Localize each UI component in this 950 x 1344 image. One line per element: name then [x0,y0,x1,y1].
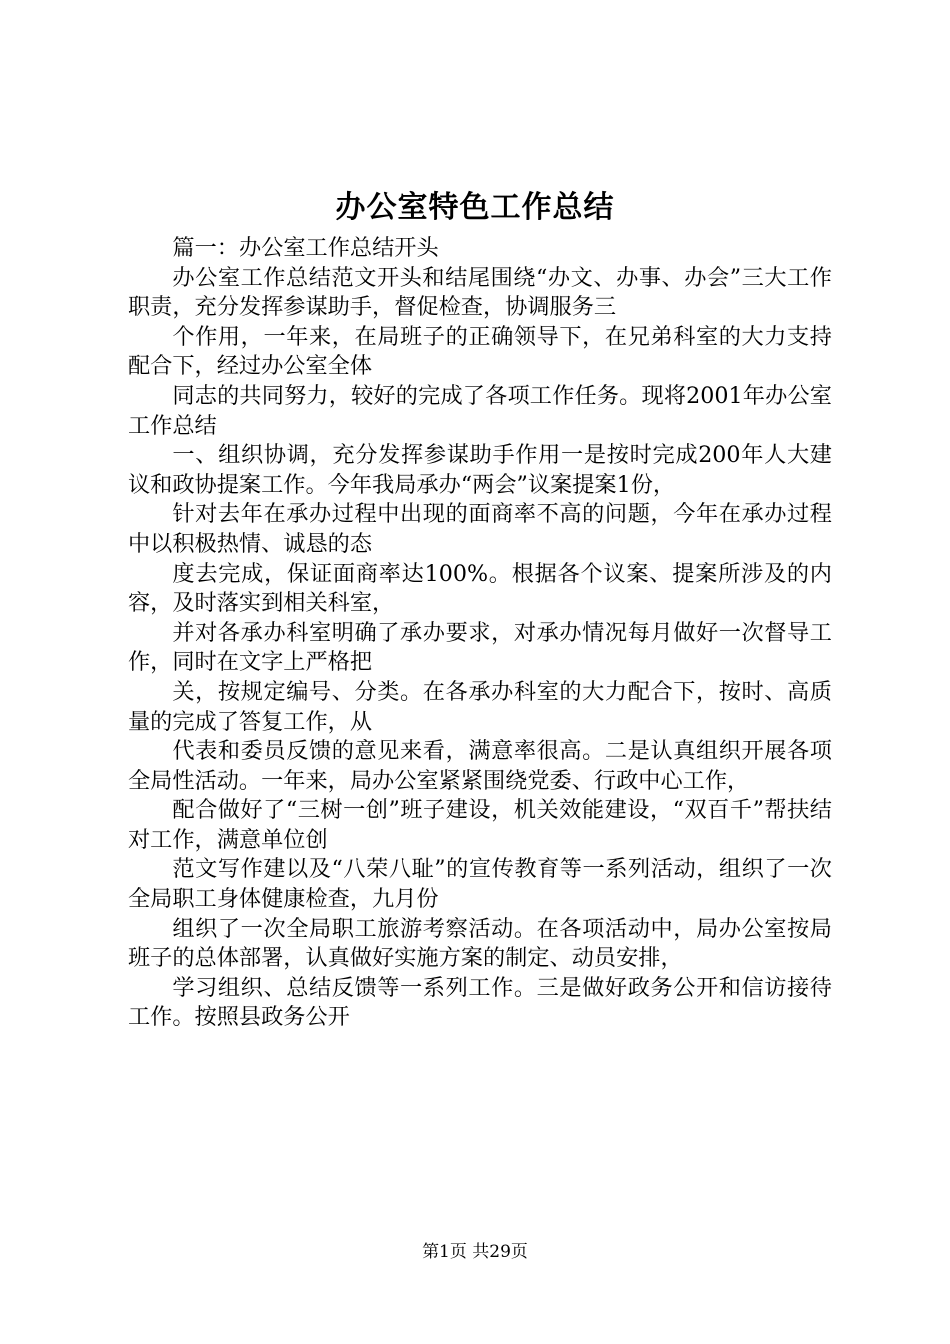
document-body [128,234,832,1033]
document-title: 办公室特色工作总结 [335,190,615,225]
paragraph: 篇一：办公室工作总结开头 [172,235,439,261]
paragraph: 办公室工作总结范文开头和结尾围绕“办文、办事、办会”三大工作职责，充分发挥参谋助手，督促检查，协调服务三 [128,264,832,321]
paragraph: 并对各承办科室明确了承办要求，对承办情况每月做好一次督导工作，同时在文字上严格把 [128,619,832,676]
paragraph: 范文写作建以及“八荣八耻”的宣传教育等一系列活动，组织了一次全局职工身体健康检查，九月份 [128,856,832,913]
paragraph: 代表和委员反馈的意见来看，满意率很高。二是认真组织开展各项全局性活动。一年来，局办公室紧紧围绕党委、行政中心工作， [128,738,832,794]
paragraph: 组织了一次全局职工旅游考察活动。在各项活动中，局办公室按局班子的总体部署，认真做好实施方案的制定、动员安排， [128,915,832,972]
paragraph: 学习组织、总结反馈等一系列工作。三是做好政务公开和信访接待工作。按照县政务公开 [128,974,832,1031]
paragraph: 针对去年在承办过程中出现的面商率不高的问题，今年在承办过程中以积极热情、诚恳的态 [128,501,832,557]
paragraph: 同志的共同努力，较好的完成了各项工作任务。现将2001年办公室工作总结 [128,382,832,439]
paragraph: 一、组织协调，充分发挥参谋助手作用一是按时完成200年人大建议和政协提案工作。今年我局承办“两会”议案提案1份， [128,442,832,498]
paragraph: 关，按规定编号、分类。在各承办科室的大力配合下，按时、高质量的完成了答复工作，从 [128,678,832,735]
paragraph: 配合做好了“三树一创”班子建设，机关效能建设，“双百千”帮扶结对工作，满意单位创 [128,797,832,853]
paragraph: 度去完成，保证面商率达100%。根据各个议案、提案所涉及的内容，及时落实到相关科室， [128,560,832,617]
page-footer: 第1页 共29页 [422,1242,528,1262]
paragraph: 个作用，一年来，在局班子的正确领导下，在兄弟科室的大力支持配合下，经过办公室全体 [128,323,832,380]
